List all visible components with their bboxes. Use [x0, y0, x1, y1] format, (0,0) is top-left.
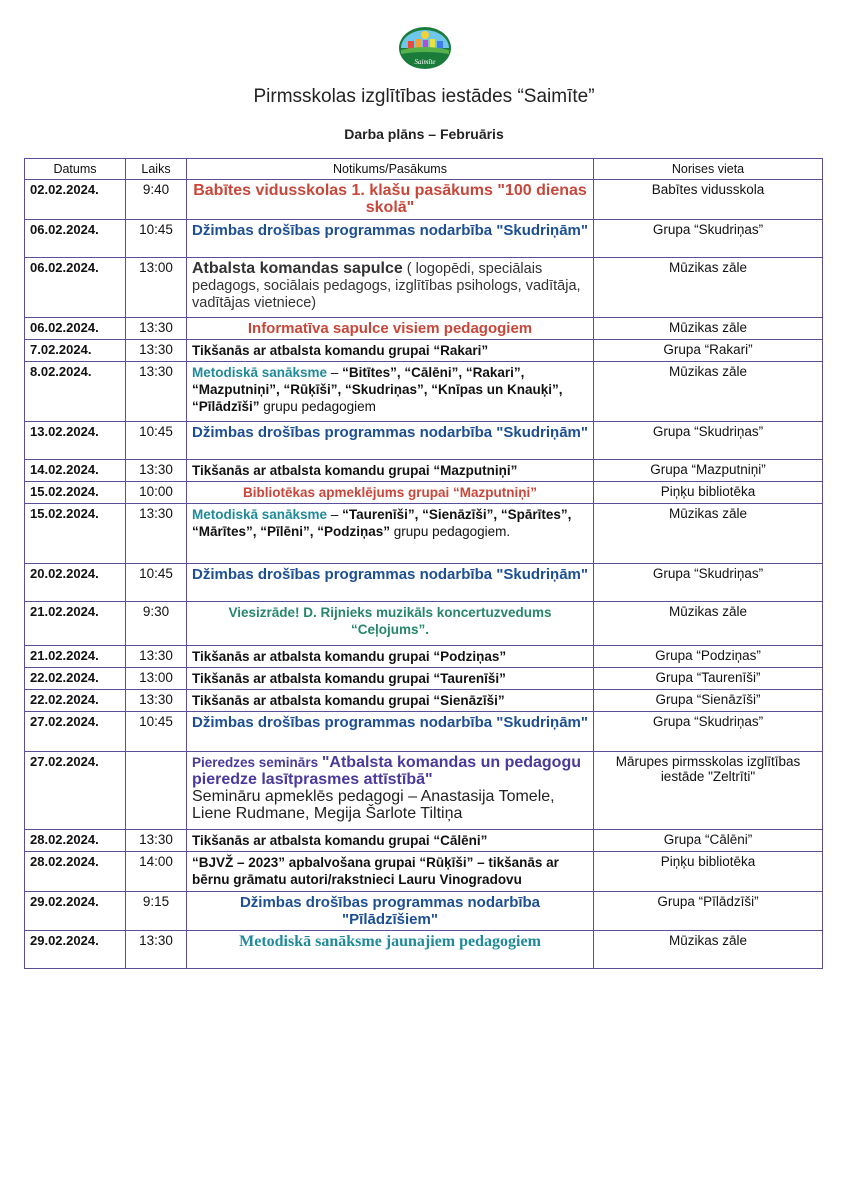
column-header-date: Datums — [25, 159, 126, 180]
date-cell: 22.02.2024. — [25, 690, 126, 712]
event-cell — [187, 564, 594, 602]
time-cell: 9:30 — [126, 602, 187, 646]
event-text: Babītes vidusskolas 1. klašu pasākums "100 dienas skolā" — [193, 182, 587, 216]
event-text: Tikšanās ar atbalsta komandu grupai “Podziņas” — [192, 649, 507, 664]
table-row — [25, 712, 823, 752]
column-header-place: Norises vieta — [594, 159, 823, 180]
event-details: Semināru apmeklēs pedagogi – Anastasija Tomele, Liene Rudmane, Megija Šarlote Tiltiņa — [192, 788, 555, 822]
column-header-event: Notikums/Pasākums — [187, 159, 594, 180]
place-cell: Piņķu bibliotēka — [594, 482, 823, 504]
event-text: Tikšanās ar atbalsta komandu grupai “Sienāzīši” — [192, 693, 505, 708]
event-text: Džimbas drošības programmas nodarbība "Skudriņām" — [192, 714, 588, 731]
place-cell: Grupa “Skudriņas” — [594, 422, 823, 460]
event-text: Džimbas drošības programmas nodarbība "Skudriņām" — [192, 424, 588, 441]
table-row — [25, 602, 823, 646]
time-cell: 13:30 — [126, 830, 187, 852]
event-text: Bibliotēkas apmeklējums grupai “Mazputniņi” — [242, 485, 538, 500]
work-plan-table — [24, 158, 823, 969]
event-text: Tikšanās ar atbalsta komandu grupai “Rakari” — [192, 343, 489, 358]
date-cell: 06.02.2024. — [25, 220, 126, 258]
event-cell — [187, 318, 594, 340]
event-text: Metodiskā sanāksme — [192, 507, 328, 522]
event-cell — [187, 712, 594, 752]
place-cell: Mūzikas zāle — [594, 602, 823, 646]
event-cell — [187, 602, 594, 646]
time-cell: 10:45 — [126, 220, 187, 258]
place-cell: Grupa “Skudriņas” — [594, 712, 823, 752]
place-cell: Piņķu bibliotēka — [594, 852, 823, 892]
time-cell: 13:30 — [126, 646, 187, 668]
table-row — [25, 668, 823, 690]
place-cell: Mūzikas zāle — [594, 318, 823, 340]
event-title: "Atbalsta komandas un pedagogu pieredze lasītprasmes attīstībā" — [192, 754, 581, 788]
place-cell: Mūzikas zāle — [594, 931, 823, 969]
event-cell — [187, 362, 594, 422]
place-cell: Grupa “Pīlādzīši” — [594, 892, 823, 931]
time-cell: 13:00 — [126, 258, 187, 318]
date-cell: 29.02.2024. — [25, 892, 126, 931]
saimite-logo — [398, 26, 452, 70]
time-cell: 13:30 — [126, 362, 187, 422]
date-cell: 28.02.2024. — [25, 830, 126, 852]
event-text: Metodiskā sanāksme jaunajiem pedagogiem — [239, 933, 541, 950]
place-cell: Grupa “Skudriņas” — [594, 220, 823, 258]
date-cell: 20.02.2024. — [25, 564, 126, 602]
event-cell — [187, 830, 594, 852]
event-cell — [187, 668, 594, 690]
event-cell — [187, 258, 594, 318]
event-cell — [187, 422, 594, 460]
time-cell: 10:45 — [126, 712, 187, 752]
table-header-row — [25, 159, 823, 180]
event-text: Metodiskā sanāksme — [192, 365, 328, 380]
place-cell: Grupa “Podziņas” — [594, 646, 823, 668]
time-cell: 13:30 — [126, 931, 187, 969]
place-cell: Grupa “Sienāzīši” — [594, 690, 823, 712]
event-text: “BJVŽ – 2023” apbalvošana grupai “Rūķīši” – tikšanās ar bērnu grāmatu autori/rakstnieci Lauru Vinogradovu — [192, 855, 559, 887]
table-row — [25, 482, 823, 504]
event-groups: “Bitītes”, “Cālēni”, “Rakari”, “Mazputniņi”, “Rūķīši”, “Skudriņas”, “Knīpas un Knauķi”, “Pīlādzīši” — [192, 365, 563, 414]
place-cell: Mūzikas zāle — [594, 258, 823, 318]
table-row — [25, 892, 823, 931]
event-cell — [187, 852, 594, 892]
date-cell: 15.02.2024. — [25, 504, 126, 564]
table-row — [25, 931, 823, 969]
table-row — [25, 362, 823, 422]
place-cell: Grupa “Cālēni” — [594, 830, 823, 852]
event-audience: grupu pedagogiem. — [390, 524, 511, 539]
table-row — [25, 318, 823, 340]
event-cell — [187, 646, 594, 668]
date-cell: 06.02.2024. — [25, 318, 126, 340]
time-cell: 9:15 — [126, 892, 187, 931]
table-row — [25, 830, 823, 852]
event-text: Džimbas drošības programmas nodarbība "Skudriņām" — [192, 222, 588, 239]
place-cell: Mūzikas zāle — [594, 362, 823, 422]
date-cell: 06.02.2024. — [25, 258, 126, 318]
event-cell — [187, 180, 594, 220]
date-cell: 14.02.2024. — [25, 460, 126, 482]
time-cell: 13:30 — [126, 340, 187, 362]
column-header-time: Laiks — [126, 159, 187, 180]
event-text: Tikšanās ar atbalsta komandu grupai “Cālēni” — [192, 833, 488, 848]
event-audience: grupu pedagogiem — [259, 399, 376, 414]
table-row — [25, 220, 823, 258]
event-text: Pieredzes seminārs — [192, 755, 322, 770]
event-dash: – — [327, 365, 343, 380]
table-row — [25, 422, 823, 460]
event-details: ( logopēdi, speciālais pedagogs, sociālais pedagogs, izglītības psihologs, vadītāja, vadītājas vietniece) — [192, 261, 581, 311]
date-cell: 15.02.2024. — [25, 482, 126, 504]
place-cell: Babītes vidusskola — [594, 180, 823, 220]
table-row — [25, 852, 823, 892]
time-cell: 9:40 — [126, 180, 187, 220]
time-cell: 13:30 — [126, 504, 187, 564]
date-cell: 13.02.2024. — [25, 422, 126, 460]
date-cell: 27.02.2024. — [25, 752, 126, 830]
event-cell — [187, 690, 594, 712]
date-cell: 8.02.2024. — [25, 362, 126, 422]
date-cell: 28.02.2024. — [25, 852, 126, 892]
date-cell: 21.02.2024. — [25, 646, 126, 668]
table-row — [25, 180, 823, 220]
date-cell: 21.02.2024. — [25, 602, 126, 646]
time-cell: 10:45 — [126, 422, 187, 460]
time-cell: 10:00 — [126, 482, 187, 504]
table-row — [25, 340, 823, 362]
time-cell: 13:00 — [126, 668, 187, 690]
event-text: Tikšanās ar atbalsta komandu grupai “Taurenīši” — [192, 671, 506, 686]
event-cell — [187, 460, 594, 482]
logo-text: Saimīte — [414, 58, 436, 66]
document-title: Pirmsskolas izglītības iestādes “Saimīte” — [253, 86, 595, 107]
document-subtitle: Darba plāns – Februāris — [344, 126, 504, 142]
time-cell: 13:30 — [126, 690, 187, 712]
time-cell: 13:30 — [126, 460, 187, 482]
date-cell: 27.02.2024. — [25, 712, 126, 752]
place-cell: Grupa “Skudriņas” — [594, 564, 823, 602]
event-cell — [187, 931, 594, 969]
event-text: Informatīva sapulce visiem pedagogiem — [247, 320, 533, 337]
event-text: Džimbas drošības programmas nodarbība "Skudriņām" — [192, 566, 588, 583]
event-title: “Ceļojums”. — [350, 622, 429, 637]
event-cell — [187, 752, 594, 830]
event-cell — [187, 220, 594, 258]
date-cell: 22.02.2024. — [25, 668, 126, 690]
table-row — [25, 460, 823, 482]
table-row — [25, 690, 823, 712]
place-cell: Grupa “Rakari” — [594, 340, 823, 362]
event-text: Viesizrāde! D. Rijnieks muzikāls koncertuzvedums — [228, 605, 552, 620]
event-cell — [187, 504, 594, 564]
time-cell: 10:45 — [126, 564, 187, 602]
table-row — [25, 504, 823, 564]
event-cell — [187, 892, 594, 931]
table-row — [25, 564, 823, 602]
time-cell: 14:00 — [126, 852, 187, 892]
time-cell — [126, 752, 187, 830]
event-text: Džimbas drošības programmas nodarbība "Pīlādzīšiem" — [239, 894, 541, 928]
event-text: Tikšanās ar atbalsta komandu grupai “Mazputniņi” — [192, 463, 518, 478]
date-cell: 29.02.2024. — [25, 931, 126, 969]
event-cell — [187, 482, 594, 504]
table-row — [25, 752, 823, 830]
event-text: Atbalsta komandas sapulce — [192, 260, 403, 277]
date-cell: 02.02.2024. — [25, 180, 126, 220]
place-cell: Mūzikas zāle — [594, 504, 823, 564]
place-cell: Grupa “Mazputniņi” — [594, 460, 823, 482]
event-dash: – — [327, 507, 343, 522]
event-cell — [187, 340, 594, 362]
table-row — [25, 646, 823, 668]
date-cell: 7.02.2024. — [25, 340, 126, 362]
table-row — [25, 258, 823, 318]
time-cell: 13:30 — [126, 318, 187, 340]
place-cell: Grupa “Taurenīši” — [594, 668, 823, 690]
event-groups: “Taurenīši”, “Sienāzīši”, “Spārītes”, “Mārītes”, “Pīlēni”, “Podziņas” — [192, 507, 572, 539]
place-cell: Mārupes pirmsskolas izglītības iestāde "Zeltrīti" — [594, 752, 823, 830]
